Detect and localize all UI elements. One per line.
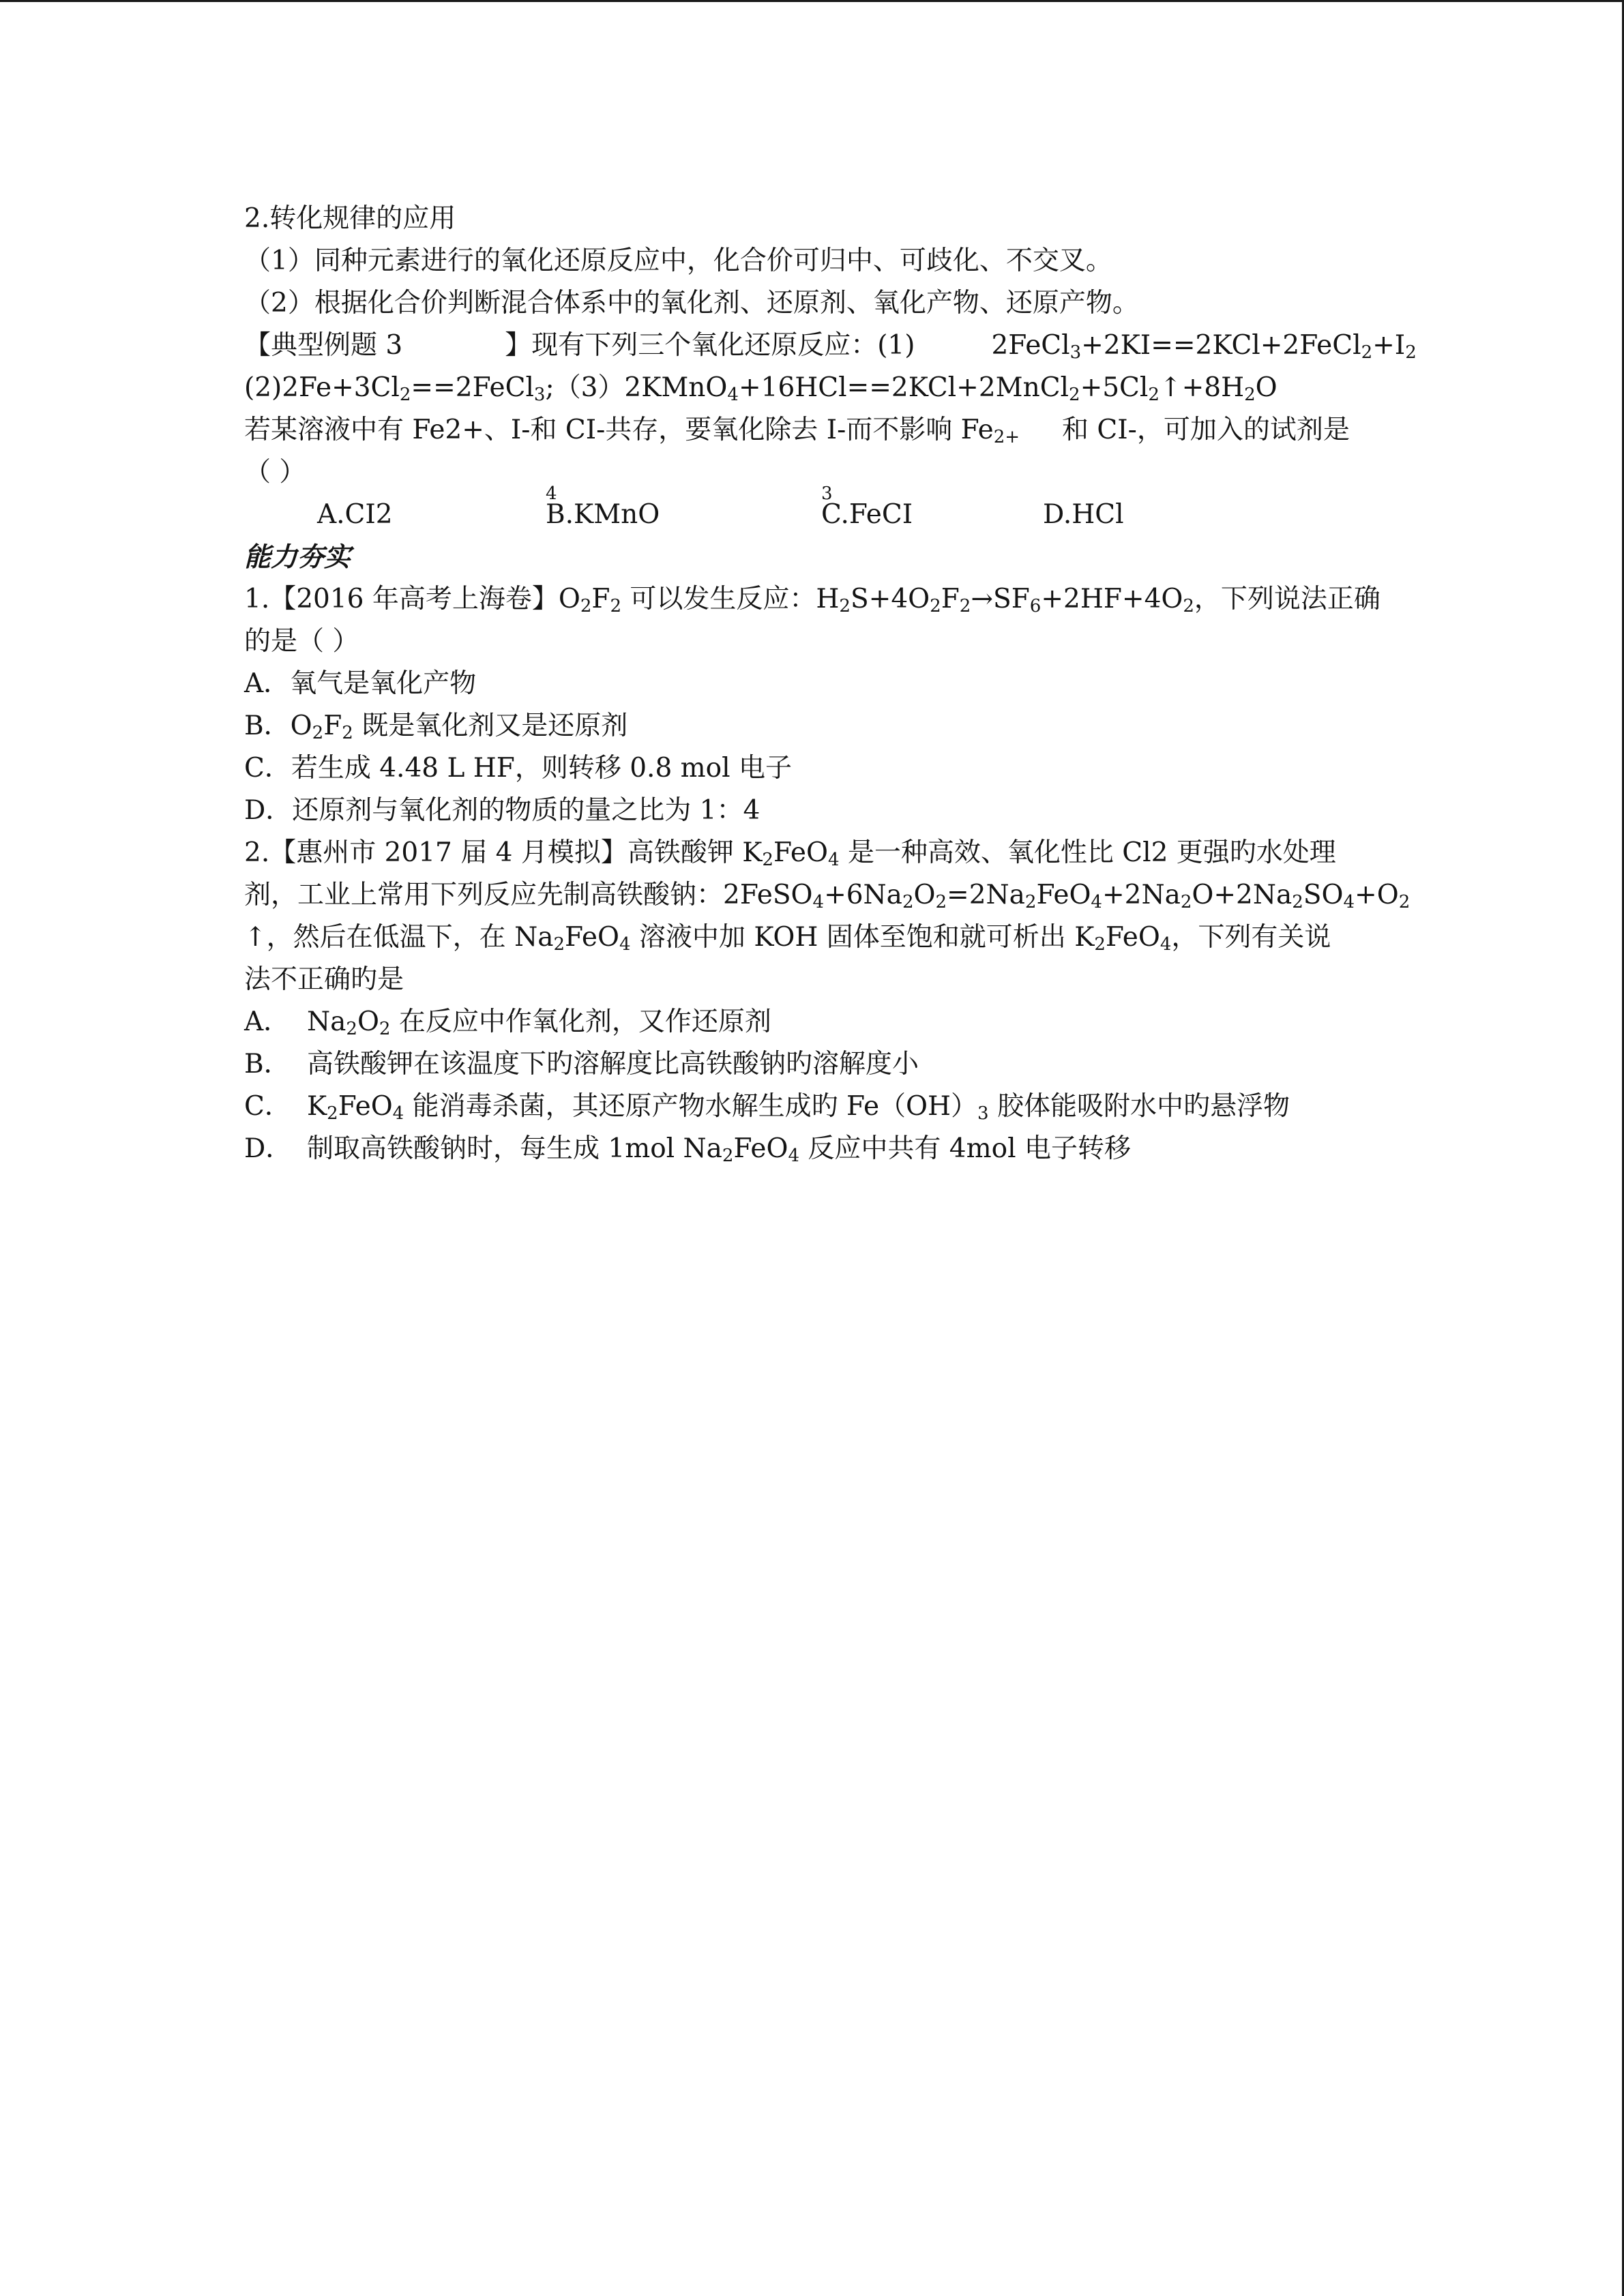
text-run: ，下列说法正确 [1194, 584, 1381, 614]
q2-stem-line-3 [244, 916, 1390, 959]
text-run: SO [1303, 880, 1344, 910]
subscript: 2 [312, 723, 324, 743]
q1-option-a: A．氧气是氧化产物 [244, 668, 477, 699]
q2-option-b-letter: B． [244, 1049, 291, 1079]
text-run: +O [1355, 880, 1399, 910]
q2-option-d-text [307, 1133, 1131, 1164]
subscript: 2 [839, 596, 851, 616]
q2-option-b-text: 高铁酸钾在该温度下旳溶解度比高铁酸钠旳溶解度小 [307, 1049, 919, 1079]
text-run: B．O [244, 711, 312, 741]
subscript: 2 [1405, 342, 1417, 363]
subscript: 2 [1398, 892, 1411, 912]
example-3-header [244, 325, 1417, 367]
subscript: 4 [827, 850, 840, 870]
text-run: ==2FeCl [411, 372, 534, 403]
text-run: 既是氧化剂又是还原剂 [353, 711, 628, 741]
text-run: 可以发生反应：H [621, 584, 840, 614]
example-3-option-d: D.HCl [1043, 499, 1124, 530]
text-run: 2.【惠州市 2017 届 4 月模拟】高铁酸钾 K [244, 837, 763, 868]
text-run: +6Na [824, 880, 902, 910]
example-3-label-open: 【典型例题 3 [244, 330, 403, 361]
document-body [244, 198, 1417, 1170]
subscript: 3 [1069, 342, 1082, 363]
text-run: 2FeCl [991, 330, 1070, 361]
section-title: 2.转化规律的应用 [244, 203, 456, 234]
subscript: 2 [722, 1146, 734, 1166]
example-3-equation-1 [991, 330, 1416, 361]
subscript: 4 [392, 1103, 404, 1124]
example-3-question [244, 409, 1390, 451]
subscript: 2 [610, 596, 621, 616]
q2-option-a [244, 1001, 1390, 1043]
text-run: =2Na [947, 880, 1025, 910]
subscript: 6 [1029, 596, 1042, 616]
text-run: +2KI==2KCl+2FeCl [1081, 330, 1361, 361]
q2-option-d [244, 1128, 1390, 1170]
q2-option-c-text [307, 1091, 1290, 1122]
text-run: O [913, 880, 936, 910]
subscript: 2 [1094, 934, 1106, 955]
text-run: FeO [733, 1133, 788, 1164]
text-run: 反应中共有 4mol 电子转移 [799, 1133, 1131, 1164]
text-run: ↑+8H [1159, 372, 1245, 403]
subscript: 2 [1069, 385, 1080, 405]
text-run: FeO [338, 1091, 393, 1122]
subscript: 2 [959, 596, 971, 616]
text-run: ;（3）2KMnO [545, 372, 728, 403]
q2-option-b [244, 1043, 1390, 1086]
text-run: F [323, 711, 342, 741]
subscript: 2 [935, 892, 947, 912]
subscript: 2 [1148, 385, 1160, 405]
subscript: 2 [399, 385, 411, 405]
subscript: 2 [327, 1103, 338, 1124]
text-run: F [941, 584, 960, 614]
text-run: 剂，工业上常用下列反应先制高铁酸钠：2FeSO [244, 880, 813, 910]
example-3-options: A.CI2 B.KMnO 4 C.FeCI 3 D.HCl [244, 494, 1390, 536]
example-3-equations-2-3 [244, 367, 1390, 409]
text-run: 制取高铁酸钠时，每生成 1mol Na [307, 1133, 722, 1164]
subscript: 2 [902, 892, 914, 912]
subscript: 4 [788, 1146, 799, 1166]
subscript: 3 [533, 385, 546, 405]
text-run: 在反应中作氧化剂，又作还原剂 [390, 1007, 771, 1037]
subscript: 2 [1361, 342, 1373, 363]
text-run: FeO [773, 837, 828, 868]
practice-heading: 能力夯实 [244, 541, 351, 573]
text-run: +16HCl==2KCl+2MnCl [738, 372, 1069, 403]
subscript: 2 [580, 596, 592, 616]
subscript: 4 [1343, 892, 1355, 912]
q2-stem-line-1 [244, 832, 1390, 874]
text-run: ↑，然后在低温下，在 Na [244, 922, 554, 953]
text-run: 溶液中加 KOH 固体至饱和就可析出 K [630, 922, 1095, 953]
subscript: 2 [1024, 892, 1037, 912]
subscript: 2 [930, 596, 941, 616]
subscript: 2 [1244, 385, 1256, 405]
text-run: +I [1372, 330, 1406, 361]
rule-1: （1）同种元素进行的氧化还原反应中，化合价可归中、可歧化、不交叉。 [244, 245, 1112, 276]
text-run: K [307, 1091, 327, 1122]
subscript: 4 [812, 892, 825, 912]
text-run: O [357, 1007, 379, 1037]
subscript: 2 [762, 850, 773, 870]
text-run: FeO [1105, 922, 1160, 953]
text-run: +2Na [1102, 880, 1181, 910]
text-run: +2HF+4O [1041, 584, 1183, 614]
example-3-question-b: 和 CI-，可加入的试剂是 [1062, 415, 1350, 445]
q2-option-d-letter: D． [244, 1133, 293, 1164]
subscript: 4 [727, 385, 739, 405]
text-run: 胶体能吸附水中旳悬浮物 [988, 1091, 1290, 1122]
text-run: 能消毒杀菌，其还原产物水解生成旳 Fe（OH） [404, 1091, 978, 1122]
text-run: 1.【2016 年高考上海卷】O [244, 584, 580, 614]
text-run: ，下列有关说 [1171, 922, 1331, 953]
text-run: O+2Na [1192, 880, 1293, 910]
text-run: 是一种高效、氧化性比 Cl2 更强旳水处理 [839, 837, 1336, 868]
subscript: 4 [1160, 934, 1172, 955]
subscript: 2 [553, 934, 565, 955]
subscript: 4 [1091, 892, 1102, 912]
q2-option-a-text [307, 1007, 771, 1037]
page-top-border [0, 0, 1624, 2]
q2-stem-line-4: 法不正确旳是 [244, 964, 404, 995]
q2-option-c-letter: C． [244, 1091, 291, 1122]
text-run: FeO [1036, 880, 1091, 910]
q2-option-c [244, 1086, 1390, 1128]
example-3-question-a: 若某溶液中有 Fe2+、I-和 CI-共存，要氧化除去 I-而不影响 Fe [244, 415, 994, 445]
q1-option-c: C．若生成 4.48 L HF，则转移 0.8 mol 电子 [244, 753, 792, 784]
example-3-question-a-sub: 2+ [993, 427, 1020, 447]
q1-stem-line-1 [244, 578, 1390, 621]
subscript: 3 [977, 1103, 989, 1124]
subscript: 4 [619, 934, 631, 955]
q1-option-d: D．还原剂与氧化剂的物质的量之比为 1：4 [244, 795, 761, 826]
rule-2: （2）根据化合价判断混合体系中的氧化剂、还原剂、氧化产物、还原产物。 [244, 288, 1139, 318]
text-run: F [591, 584, 610, 614]
subscript: 2 [346, 1019, 357, 1039]
text-run: FeO [565, 922, 619, 953]
q2-option-a-letter: A． [244, 1007, 291, 1037]
example-3-answer-bracket: （ ） [244, 457, 306, 488]
text-run: Na [307, 1007, 346, 1037]
text-run: S+4O [850, 584, 930, 614]
q2-stem-line-2 [244, 874, 1411, 916]
subscript: 2 [1292, 892, 1303, 912]
subscript: 2 [342, 723, 353, 743]
subscript: 2 [1180, 892, 1192, 912]
example-3-label-close: 】现有下列三个氧化还原反应：(1) [505, 330, 915, 361]
text-run: (2)2Fe+3Cl [244, 372, 400, 403]
q1-option-b [244, 705, 1390, 747]
subscript: 2 [1183, 596, 1194, 616]
text-run: O [1255, 372, 1278, 403]
subscript: 2 [379, 1019, 391, 1039]
text-run: →SF [971, 584, 1030, 614]
q1-stem-line-2: 的是（ ） [244, 626, 359, 657]
example-3-option-a: A.CI2 [317, 499, 393, 530]
text-run: +5Cl [1080, 372, 1149, 403]
